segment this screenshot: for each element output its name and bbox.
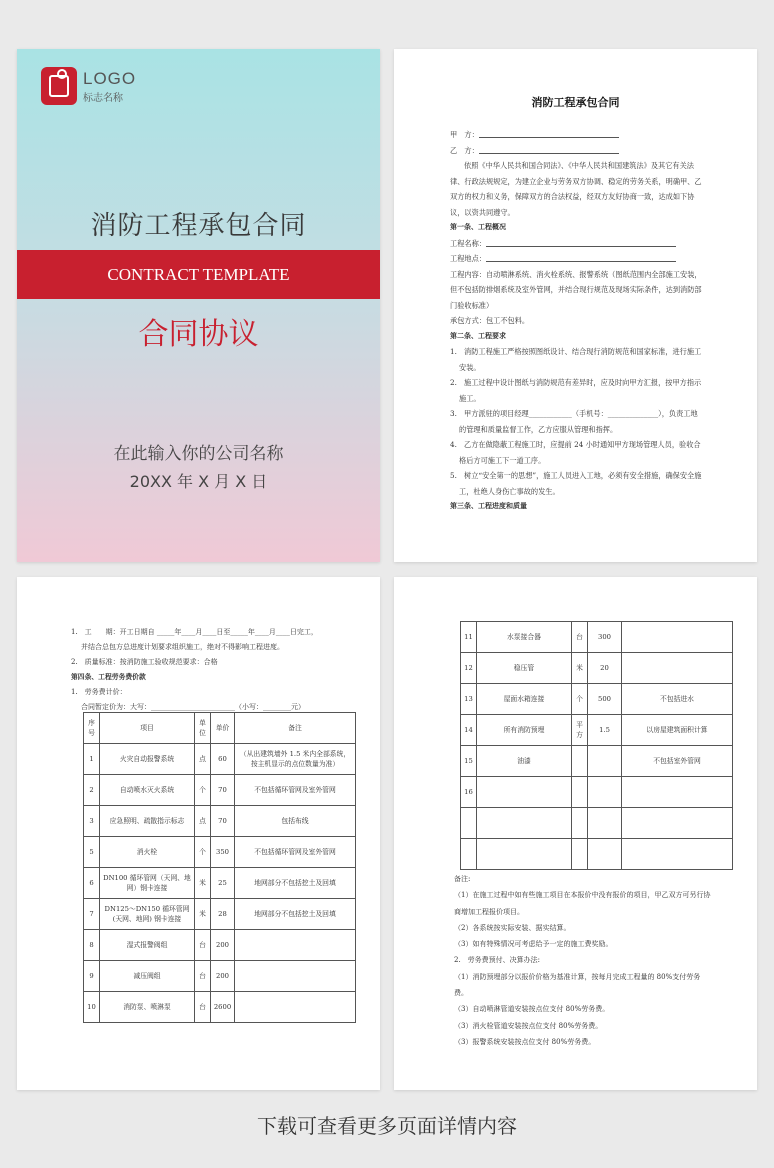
table-cell: 1 [84,744,100,775]
table-cell: 70 [211,775,235,806]
logo-subtitle: 标志名称 [83,93,123,104]
table-row [461,653,733,684]
table-cell [477,839,572,870]
cover-title: 消防工程承包合同 [90,211,307,241]
notes [454,871,711,1050]
table-cell: 70 [211,806,235,837]
table-cell: 28 [211,899,235,930]
table-header-cell: 单位 [195,713,211,744]
logo-icon [41,67,77,105]
table-cell: 个 [572,684,588,715]
table-cell: 火灾自动报警系统 [100,744,195,775]
project-name-line: 工程名称： [450,236,703,252]
table-header-cell: 备注 [235,713,356,744]
table-cell: 200 [211,961,235,992]
table-cell [235,961,356,992]
table-cell: 9 [84,961,100,992]
table-cell: 地网部分不包括挖土及回填 [235,899,356,930]
table-cell: 点 [195,806,211,837]
table-cell: 500 [588,684,622,715]
table-cell [622,777,733,808]
table-cell [235,930,356,961]
schedule-text [71,625,334,715]
table-cell [588,746,622,777]
cover-band-text: CONTRACT TEMPLATE [107,265,290,284]
table-cell: 2 [84,775,100,806]
requirement-item: 2. 施工过程中设计图纸与消防规范有差异时，应及时向甲方汇报，按甲方指示施工。 [450,378,702,403]
schedule-line: 1. 工 期：开工日期自 _____年____月____日至_____年____月____日完工， [71,628,318,636]
table-cell: 消火栓 [100,837,195,868]
note-line: （1）消防预埋部分以报价价格为基准计算，按每月完成工程量的 80%支付劳务费。 [454,972,701,998]
table-cell: 米 [195,899,211,930]
table-cell: 8 [84,930,100,961]
price-line: 合同暂定价为：大写：________________________（小写：________元） [81,703,305,711]
contract-method: 承包方式：包工不包料。 [450,316,530,325]
footer-caption: 下载可查看更多页面详情内容 [257,1114,517,1138]
table-cell [588,839,622,870]
table-cell [461,839,477,870]
table-cell: （从出建筑墙外 1.5 米内全部系统，按主机显示的点位数量为准） [235,744,356,775]
requirement-item: 1. 消防工程施工严格按照图纸设计、结合现行消防规范和国家标准，进行施工安装。 [450,347,702,372]
table-cell [622,653,733,684]
cover-subtitle: 合同协议 [138,317,259,352]
note-line: （3）消火栓管道安装按点位支付 80%劳务费。 [454,1021,603,1030]
contract-page-1 [394,49,757,562]
table-header-row [84,713,356,744]
table-cell [461,808,477,839]
table-cell: 消防泵、喷淋泵 [100,992,195,1023]
table-cell: 以房屋建筑面积计算 [622,715,733,746]
note-line: （1）在施工过程中如有些施工项目在本报价中没有报价的项目，甲乙双方可另行协商增加工程报价项目。 [454,891,711,916]
table-cell: 台 [195,992,211,1023]
logo-text: LOGO [83,69,137,88]
table-cell: 16 [461,777,477,808]
table-cell: 5 [84,837,100,868]
quality-line: 2. 质量标准：按消防施工验收规范要求：合格 [71,658,218,666]
cover-company: 在此输入你的公司名称 [113,444,284,464]
table-cell [622,808,733,839]
table-row [461,839,733,870]
table-cell: 11 [461,622,477,653]
fee-line: 1. 劳务费计价： [71,688,127,696]
note-line: 备注: [454,875,471,883]
table-row [461,808,733,839]
table-cell: 2600 [211,992,235,1023]
table-cell: 台 [195,930,211,961]
table-row [461,715,733,746]
table-cell: 15 [461,746,477,777]
table-row [84,899,356,930]
contract-page-3 [394,577,757,1090]
requirement-item: 4. 乙方在做隐蔽工程施工时，应提前 24 小时通知甲方现场管理人员，验收合格后方可施工下一道工序。 [450,440,701,465]
table-cell: 水泵接合器 [477,622,572,653]
party-a-line: 甲 方： [450,127,703,143]
table-cell [235,992,356,1023]
table-cell: 稳压管 [477,653,572,684]
table-cell: 6 [84,868,100,899]
table-cell: 所有消防预埋 [477,715,572,746]
table-cell [622,622,733,653]
table-cell: 个 [195,837,211,868]
note-line: （2）各系统按实际安装、据实结算。 [454,923,571,932]
section-2-heading: 第二条、工程要求 [450,331,506,340]
table-row [84,837,356,868]
table-cell: 不包括循环管网及室外管网 [235,775,356,806]
table-cell: 60 [211,744,235,775]
table-row [84,744,356,775]
table-row [461,777,733,808]
table-cell: 7 [84,899,100,930]
table-cell: DN100 循环管网（天网、地网）钢卡连接 [100,868,195,899]
table-cell: 20 [588,653,622,684]
doc-title: 消防工程承包合同 [531,96,620,109]
table-cell [572,777,588,808]
table-cell: 米 [572,653,588,684]
table-cell: 台 [195,961,211,992]
table-cell [588,777,622,808]
table-cell: 自动喷水灭火系统 [100,775,195,806]
table-cell [622,839,733,870]
price-table [83,712,356,1023]
table-cell: 13 [461,684,477,715]
table-cell: 不包括进水 [622,684,733,715]
note-line: （3）报警系统安装按点位支付 80%劳务费。 [454,1037,596,1046]
doc-body [450,127,703,515]
project-content: 工程内容：自动喷淋系统、消火栓系统、报警系统（图纸范围内全部施工安装，但不包括防排烟系统及室外管网，并结合现行规范及现场实际条件，达到消防部门验收标准） [450,269,702,310]
table-cell: 湿式报警阀组 [100,930,195,961]
section-3-heading: 第三条、工程进度和质量 [450,502,527,510]
table-cell: 点 [195,744,211,775]
table-cell [588,808,622,839]
table-cell: 应急照明、疏散指示标志 [100,806,195,837]
intro-paragraph: 依照《中华人民共和国合同法》、《中华人民共和国建筑法》及其它有关法律、行政法规规定，为建立企业与劳务双方协调、稳定的劳务关系，明确甲、乙双方的权力和义务，保障双方的合法权益，经双方友好协商一致，达成如下协议，以资共同遵守。 [450,161,702,217]
schedule-line: 并结合总包方总进度计划要求组织施工，绝对不得影响工程进度。 [81,643,284,651]
table-cell: 300 [588,622,622,653]
party-b-line: 乙 方： [450,143,703,159]
table-cell: 200 [211,930,235,961]
price-table-continued [460,621,733,870]
table-cell: 不包括室外管网 [622,746,733,777]
cover-date: 20XX 年 X 月 X 日 [129,472,268,491]
table-cell: 油漆 [477,746,572,777]
section-4-heading: 第四条、工程劳务费价款 [71,673,146,681]
requirement-item: 5. 树立“安全第一的思想”，施工人员进入工地，必须有安全措施，确保安全施工，杜绝人身伤亡事故的发生。 [450,471,702,496]
table-cell: 个 [195,775,211,806]
cover-band [17,250,380,299]
table-row [84,961,356,992]
table-header-cell: 序号 [84,713,100,744]
table-cell: 25 [211,868,235,899]
table-cell [477,777,572,808]
table-cell: 平方 [572,715,588,746]
requirement-item: 3. 甲方派驻的项目经理____________（手机号：______________），负责工地的管理和质量监督工作，乙方应服从管理和指挥。 [450,409,698,434]
table-cell [572,808,588,839]
table-cell: 米 [195,868,211,899]
table-row [84,992,356,1023]
table-cell: 350 [211,837,235,868]
cover-page [17,49,380,562]
note-line: （3）如有特殊情况可考虑给予一定的施工费奖励。 [454,940,613,949]
table-cell: DN125～DN150 循环管网(天网、地网) 钢卡连接 [100,899,195,930]
table-header-cell: 单价 [211,713,235,744]
table-cell: 台 [572,622,588,653]
table-cell: 1.5 [588,715,622,746]
table-cell: 3 [84,806,100,837]
table-row [461,684,733,715]
table-cell: 包括布线 [235,806,356,837]
table-cell: 屋面水箱连接 [477,684,572,715]
table-row [84,806,356,837]
table-row [461,622,733,653]
table-row [84,775,356,806]
note-line: （3）自动喷淋管道安装按点位支付 80%劳务费。 [454,1005,610,1014]
note-line: 2. 劳务费预付、决算办法: [454,956,541,965]
section-1-heading: 第一条、工程概况 [450,223,506,231]
table-row [461,746,733,777]
table-cell: 地网部分不包括挖土及回填 [235,868,356,899]
table-cell [477,808,572,839]
table-cell: 10 [84,992,100,1023]
table-cell: 12 [461,653,477,684]
contract-page-2 [17,577,380,1090]
table-row [84,930,356,961]
project-location-line: 工程地点： [450,251,703,267]
table-header-cell: 项目 [100,713,195,744]
table-cell [572,746,588,777]
table-row [84,868,356,899]
table-cell: 14 [461,715,477,746]
table-cell [572,839,588,870]
table-cell: 减压阀组 [100,961,195,992]
table-cell: 不包括循环管网及室外管网 [235,837,356,868]
